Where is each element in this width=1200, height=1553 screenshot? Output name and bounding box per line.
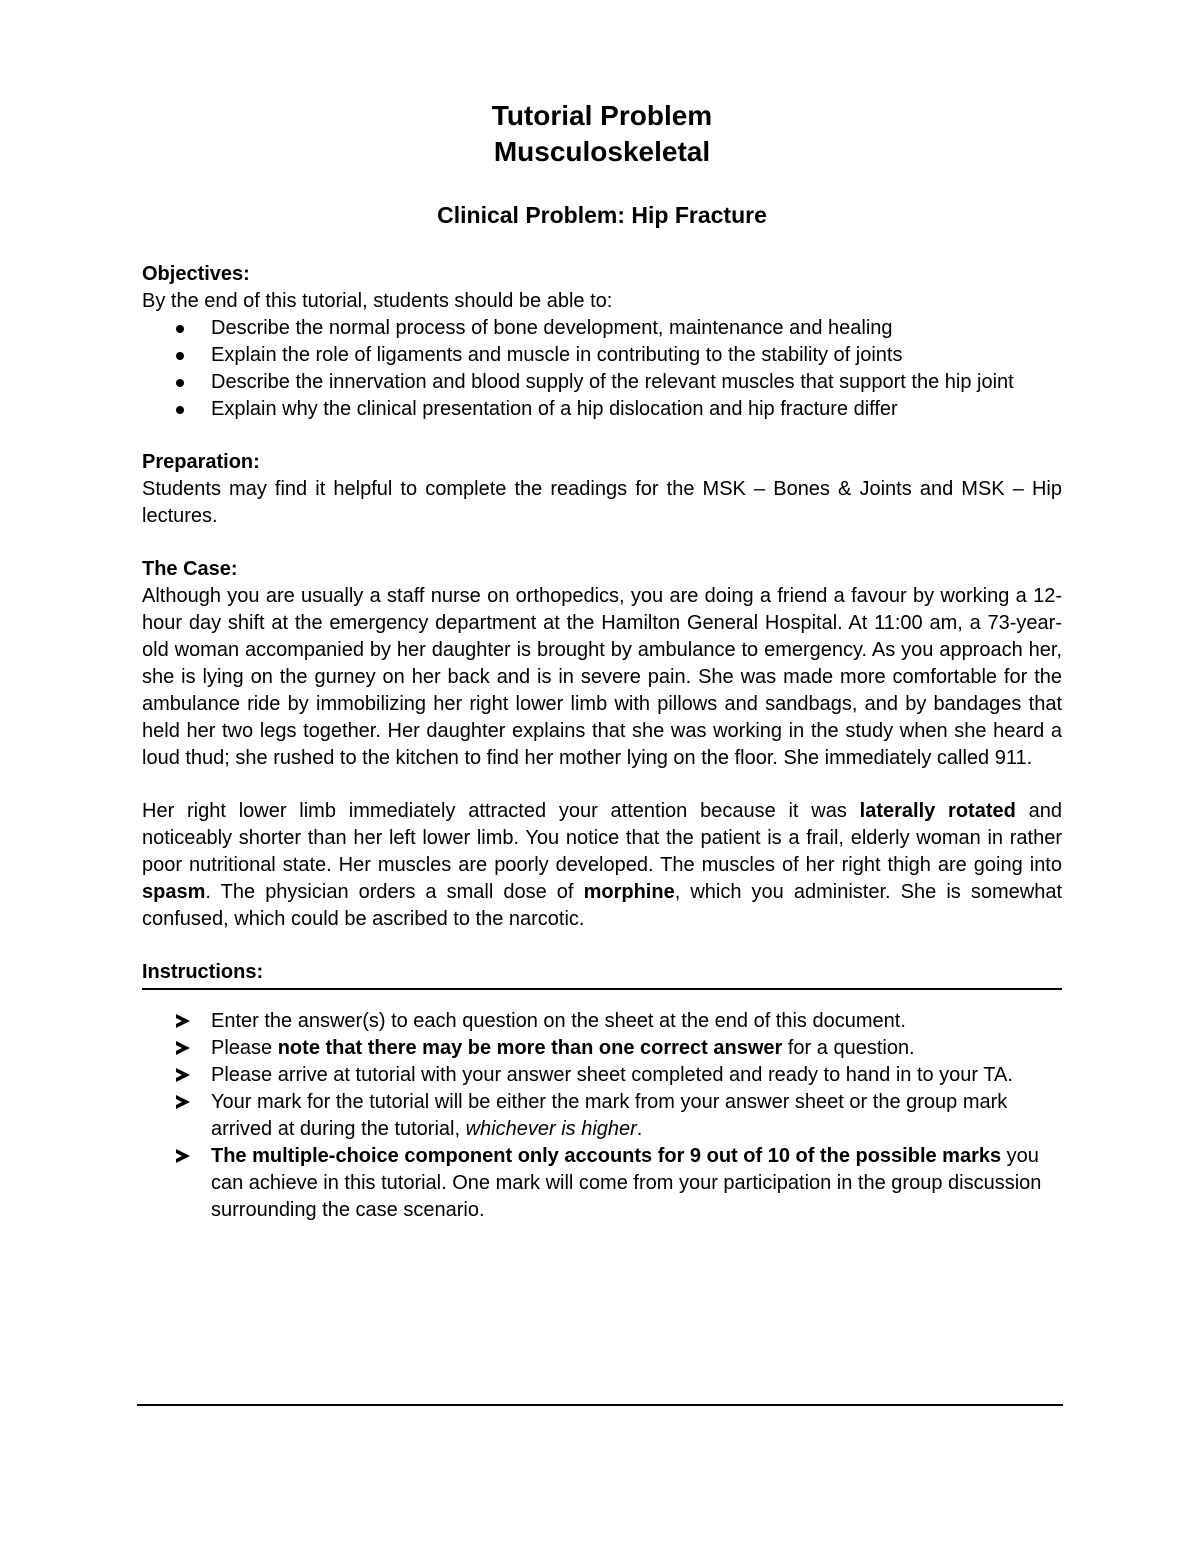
instruction-text: Please arrive at tutorial with your answer sheet completed and ready to hand in to your TA. bbox=[211, 1064, 1013, 1086]
arrow-bullet-icon bbox=[176, 1095, 190, 1109]
case-text: , which you administer. She is somewhat confused, which could be ascribed to the narcotic. bbox=[142, 881, 1062, 930]
arrow-bullet-icon bbox=[176, 1014, 190, 1028]
objectives-intro: By the end of this tutorial, students should be able to: bbox=[142, 290, 613, 312]
document-title: Tutorial Problem bbox=[491, 100, 713, 131]
preparation-section bbox=[142, 449, 1062, 530]
bullet-icon bbox=[176, 325, 184, 333]
list-item bbox=[142, 1035, 1042, 1062]
list-item bbox=[142, 1089, 1042, 1143]
instruction-text: you can achieve in this tutorial. One mark will come from your participation in the group discussion surrounding the case scenario. bbox=[211, 1145, 1042, 1221]
case-heading: The Case: bbox=[142, 558, 238, 580]
instructions-heading-rule bbox=[142, 959, 1062, 990]
bottom-divider bbox=[137, 1404, 1063, 1406]
document-subtitle: Musculoskeletal bbox=[493, 136, 711, 167]
case-emphasis-morphine: morphine bbox=[583, 881, 675, 903]
objective-text: Explain why the clinical presentation of a hip dislocation and hip fracture differ bbox=[211, 398, 898, 420]
case-paragraph-1: Although you are usually a staff nurse on orthopedics, you are doing a friend a favour by working a 12-hour day shift at the emergency department at the Hamilton General Hospital. At 11:00 am, a 73-year-old woman accompanied by her daughter is brought by ambulance to emergency. As you approach her, she is lying on the gurney on her back and is in severe pain. She was made more comfortable for the ambulance ride by immobilizing her right lower limb with pillows and sandbags, and by bandages that held her two legs together. Her daughter explains that she was working in the study when she heard a loud thud; she rushed to the kitchen to find her mother lying on the floor. She immediately called 911. bbox=[142, 585, 1062, 769]
preparation-text: Students may find it helpful to complete the readings for the MSK – Bones & Joints and MSK – Hip lectures. bbox=[142, 478, 1062, 527]
instruction-text: Please bbox=[211, 1037, 278, 1059]
list-item bbox=[142, 342, 1062, 369]
case-text: Her right lower limb immediately attracted your attention because it was bbox=[142, 800, 860, 822]
arrow-bullet-icon bbox=[176, 1149, 190, 1163]
case-section bbox=[142, 556, 1062, 933]
case-emphasis-laterally-rotated: laterally rotated bbox=[859, 800, 1016, 822]
list-item bbox=[142, 1062, 1042, 1089]
case-emphasis-spasm: spasm bbox=[142, 881, 206, 903]
preparation-heading: Preparation: bbox=[142, 451, 260, 473]
case-text: . The physician orders a small dose of bbox=[205, 881, 584, 903]
bullet-icon bbox=[176, 406, 184, 414]
list-item bbox=[142, 369, 1062, 396]
objective-text: Describe the innervation and blood supply of the relevant muscles that support the hip joint bbox=[211, 371, 1014, 393]
objectives-section bbox=[142, 261, 1062, 423]
list-item bbox=[142, 315, 1062, 342]
arrow-bullet-icon bbox=[176, 1041, 190, 1055]
instructions-section bbox=[142, 959, 1062, 1224]
bullet-icon bbox=[176, 379, 184, 387]
objective-text: Describe the normal process of bone development, maintenance and healing bbox=[211, 317, 893, 339]
objectives-heading: Objectives: bbox=[142, 263, 250, 285]
list-item bbox=[142, 396, 1062, 423]
list-item bbox=[142, 1008, 1042, 1035]
instructions-heading: Instructions: bbox=[142, 961, 264, 983]
objectives-list bbox=[142, 315, 1062, 423]
arrow-bullet-icon bbox=[176, 1068, 190, 1082]
instruction-emphasis: The multiple-choice component only accounts for 9 out of 10 of the possible marks bbox=[211, 1145, 1002, 1167]
instruction-text: . bbox=[636, 1118, 643, 1140]
objective-text: Explain the role of ligaments and muscle in contributing to the stability of joints bbox=[211, 344, 903, 366]
instruction-italic: whichever is higher bbox=[465, 1118, 637, 1140]
list-item bbox=[142, 1143, 1042, 1224]
title-block bbox=[142, 98, 1062, 230]
instruction-text: Your mark for the tutorial will be either the mark from your answer sheet or the group mark arrived at during the tutorial, bbox=[211, 1091, 1008, 1140]
bullet-icon bbox=[176, 352, 184, 360]
case-text: and noticeably shorter than her left lower limb. You notice that the patient is a frail, elderly woman in rather poor nutritional state. Her muscles are poorly developed. The muscles of her right thigh are going into bbox=[142, 800, 1062, 876]
document-page bbox=[142, 98, 1062, 1224]
clinical-problem-title: Clinical Problem: Hip Fracture bbox=[437, 202, 767, 228]
instruction-emphasis: note that there may be more than one correct answer bbox=[277, 1037, 783, 1059]
instructions-list bbox=[142, 1008, 1042, 1224]
instruction-text: Enter the answer(s) to each question on the sheet at the end of this document. bbox=[211, 1010, 906, 1032]
case-paragraph-2 bbox=[142, 798, 1062, 933]
instruction-text: for a question. bbox=[782, 1037, 915, 1059]
